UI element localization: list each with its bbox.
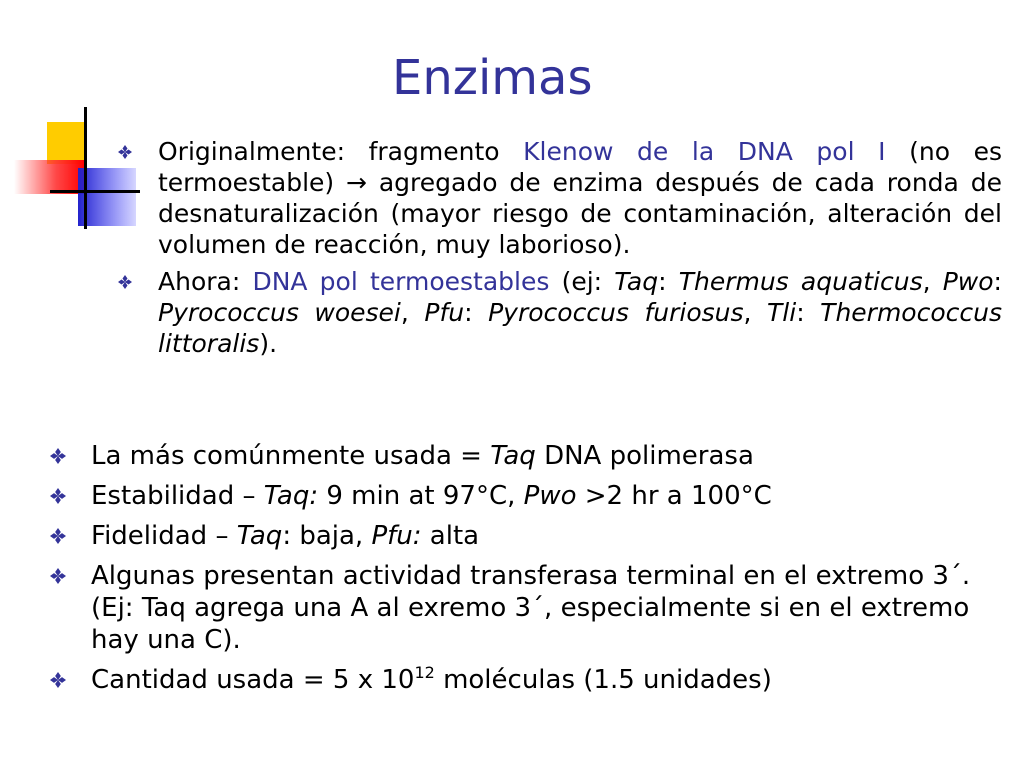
item-text: (ej:	[549, 267, 615, 296]
arrow-right-icon: →	[346, 168, 367, 197]
diamond-quad-icon	[50, 448, 66, 464]
item-italic: Taq	[236, 521, 283, 551]
item-text: Cantidad usada = 5 x 10	[91, 665, 415, 695]
sub-bullet-list	[118, 136, 1002, 365]
item-text: agregado de enzima después de cada ronda de desnaturalización (mayor riesgo de contaminación, alteración del volumen de reacción, muy laborioso).	[158, 168, 1002, 259]
diamond-quad-icon	[118, 145, 132, 159]
separator: ,	[922, 267, 943, 296]
species-name: Thermus aquaticus	[678, 267, 923, 296]
item-text: Originalmente: fragmento	[158, 137, 524, 166]
separator: ,	[743, 298, 768, 327]
list-item	[50, 480, 1010, 512]
species-name: Pyrococcus woesei	[158, 298, 401, 327]
item-text: Algunas presentan actividad transferasa terminal en el extremo 3´. (Ej: Taq agrega una A al exremo 3´, especialmente si en el extremo hay una C).	[91, 561, 971, 655]
item-italic: Taq:	[263, 481, 319, 511]
species-code: Pwo	[942, 267, 994, 296]
item-italic: Pfu:	[371, 521, 422, 551]
list-item	[50, 664, 1010, 696]
exponent: 12	[414, 663, 435, 682]
item-text: alta	[421, 521, 480, 551]
item-text: Ahora:	[158, 267, 253, 296]
slide-title: Enzimas	[392, 50, 593, 106]
item-text: : baja,	[282, 521, 372, 551]
diamond-quad-icon	[50, 488, 66, 504]
main-bullet-list	[50, 440, 1010, 704]
diamond-quad-icon	[50, 528, 66, 544]
item-italic: Taq	[490, 441, 536, 471]
item-text: Fidelidad –	[91, 521, 237, 551]
list-item: Ahora: DNA pol termoestables (ej: Taq: Thermus aquaticus, Pwo: Pyrococcus woesei, Pfu: Pyrococcus furiosus, Tli: Thermococcus littoralis).	[118, 266, 1002, 359]
species-name: Thermococcus littoralis	[158, 298, 1002, 358]
klenow-highlight: Klenow de la DNA pol I	[523, 137, 886, 166]
list-item	[118, 136, 1002, 260]
diamond-quad-icon	[118, 275, 132, 289]
item-text: 9 min at 97°C,	[318, 481, 524, 511]
separator: ,	[400, 298, 425, 327]
item-italic: Pwo	[523, 481, 577, 511]
item-text: DNA polimerasa	[535, 441, 754, 471]
item-text: moléculas (1.5 unidades)	[434, 665, 772, 695]
list-item	[50, 560, 1010, 656]
diamond-quad-icon	[50, 672, 66, 688]
item-text: Estabilidad –	[91, 481, 264, 511]
item-text: ).	[259, 329, 278, 358]
species-code: Taq	[614, 267, 659, 296]
dna-pol-highlight: DNA pol termoestables	[252, 267, 550, 296]
species-code: Tli	[767, 298, 797, 327]
item-text: La más comúnmente usada =	[91, 441, 491, 471]
item-text: (no es termoestable)	[158, 137, 1002, 197]
list-item	[50, 440, 1010, 472]
diamond-quad-icon	[50, 568, 66, 584]
species-code: Pfu	[424, 298, 465, 327]
list-item	[50, 520, 1010, 552]
item-text: >2 hr a 100°C	[576, 481, 772, 511]
species-name: Pyrococcus furiosus	[488, 298, 744, 327]
